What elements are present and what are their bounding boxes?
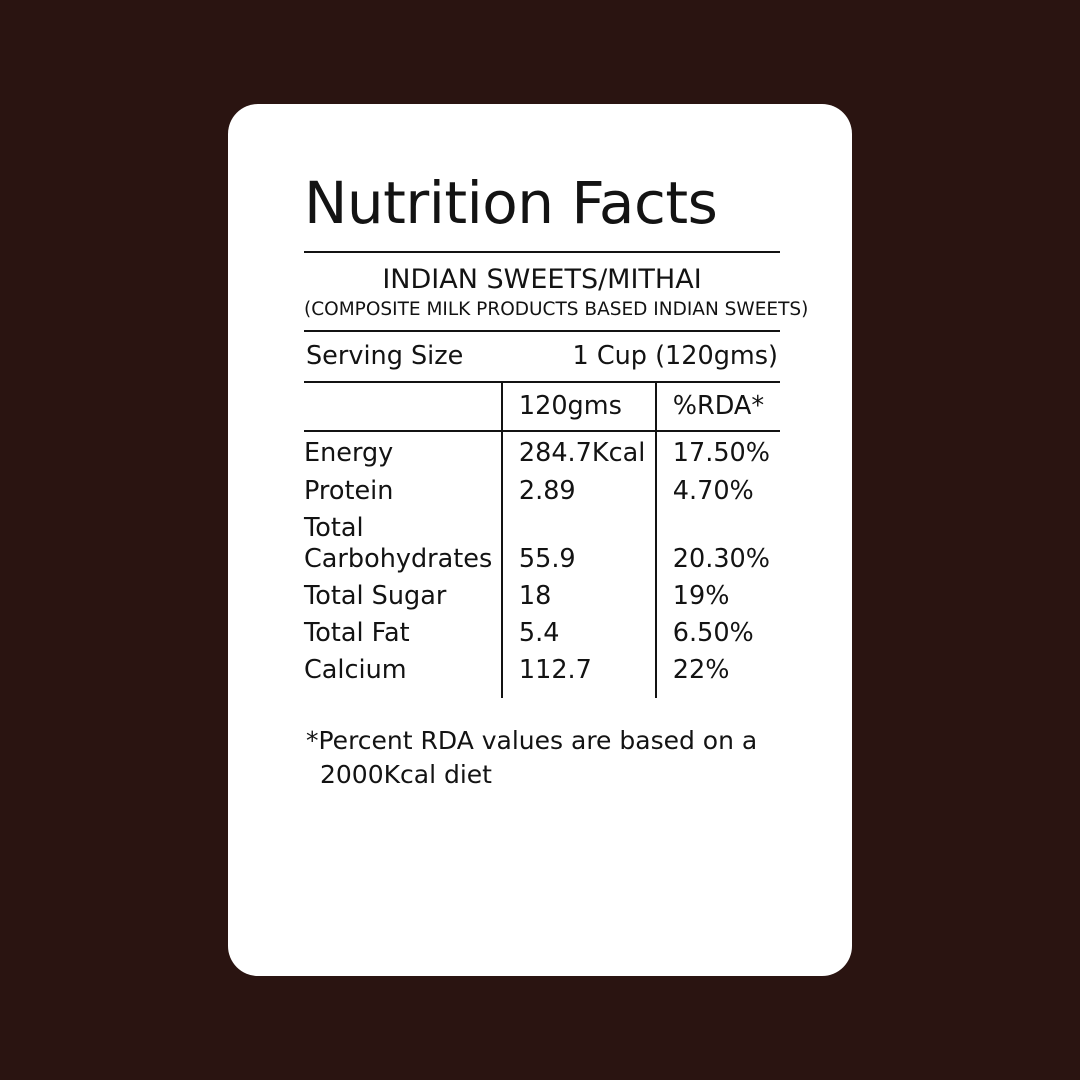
nutrient-amount: 2.89 <box>502 470 656 507</box>
table-row <box>304 575 780 612</box>
nutrient-name: Protein <box>304 475 394 506</box>
serving-size-label: Serving Size <box>306 341 464 372</box>
nutrient-amount: 18 <box>502 575 656 612</box>
rda-footnote-line2: 2000Kcal diet <box>320 759 492 789</box>
page-title: Nutrition Facts <box>304 169 718 237</box>
product-description: (COMPOSITE MILK PRODUCTS BASED INDIAN SWEETS) <box>304 299 809 321</box>
nutrient-amount: 55.9 <box>502 507 656 575</box>
product-name: INDIAN SWEETS/MITHAI <box>382 263 702 295</box>
nutrition-facts-content <box>304 169 809 792</box>
nutrient-rda: 6.50% <box>656 612 780 649</box>
column-header-nutrient <box>304 383 502 431</box>
serving-size-value: 1 Cup (120gms) <box>572 341 778 372</box>
nutrient-rda: 19% <box>656 575 780 612</box>
nutrition-facts-card <box>228 104 852 976</box>
table-header-row <box>304 383 780 431</box>
table-row <box>304 431 780 469</box>
table-row <box>304 649 780 698</box>
nutrient-amount: 284.7Kcal <box>502 431 656 469</box>
nutrient-name: Total Fat <box>304 617 410 648</box>
column-header-rda: %RDA* <box>656 383 780 431</box>
column-header-amount: 120gms <box>502 383 656 431</box>
product-block <box>304 253 809 331</box>
nutrient-rda: 17.50% <box>656 431 780 469</box>
nutrient-amount: 112.7 <box>502 649 656 698</box>
table-row <box>304 507 780 575</box>
nutrition-table <box>304 383 780 698</box>
nutrient-name: Total Sugar <box>304 580 447 611</box>
nutrient-amount: 5.4 <box>502 612 656 649</box>
nutrient-rda: 4.70% <box>656 470 780 507</box>
nutrient-name: Total Carbohydrates <box>304 512 493 574</box>
rda-footnote <box>304 698 780 792</box>
table-row <box>304 470 780 507</box>
nutrient-rda: 22% <box>656 649 780 698</box>
nutrient-rda: 20.30% <box>656 507 780 575</box>
table-row <box>304 612 780 649</box>
serving-size-row <box>304 332 780 381</box>
nutrient-name: Calcium <box>304 655 407 686</box>
nutrient-name: Energy <box>304 438 394 469</box>
rda-footnote-line1: *Percent RDA values are based on a <box>306 726 758 756</box>
